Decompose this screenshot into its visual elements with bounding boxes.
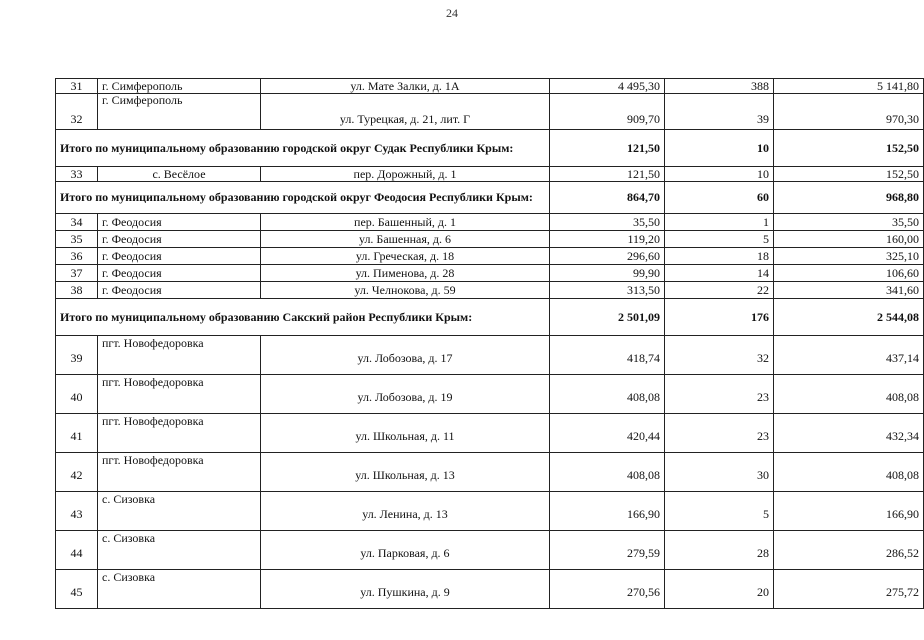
subtotal-row [56,130,924,167]
settlement-cell: г. Феодосия [98,248,261,265]
total-cell: 5 141,80 [774,79,924,94]
address-cell: ул. Турецкая, д. 21, лит. Г [261,94,550,130]
count-cell: 22 [665,282,774,299]
table-row [56,453,924,492]
row-number: 34 [56,214,98,231]
row-number: 40 [56,375,98,414]
area-cell: 909,70 [550,94,665,130]
address-cell: пер. Башенный, д. 1 [261,214,550,231]
settlement-cell: г. Феодосия [98,265,261,282]
table-row [56,248,924,265]
count-cell: 23 [665,414,774,453]
area-cell: 420,44 [550,414,665,453]
subtotal-area: 864,70 [550,182,665,214]
subtotal-row [56,299,924,336]
settlement-cell: г. Феодосия [98,231,261,248]
table-row [56,414,924,453]
settlement-cell: с. Сизовка [98,492,261,531]
subtotal-count: 176 [665,299,774,336]
settlement-cell: пгт. Новофедоровка [98,453,261,492]
address-cell: ул. Пушкина, д. 9 [261,570,550,609]
address-cell: ул. Мате Залки, д. 1А [261,79,550,94]
count-cell: 388 [665,79,774,94]
address-cell: ул. Парковая, д. 6 [261,531,550,570]
count-cell: 10 [665,167,774,182]
row-number: 35 [56,231,98,248]
area-cell: 35,50 [550,214,665,231]
row-number: 32 [56,94,98,130]
table-row [56,570,924,609]
subtotal-label: Итого по муниципальному образованию Сакский район Республики Крым: [56,299,550,336]
address-cell: ул. Пименова, д. 28 [261,265,550,282]
count-cell: 28 [665,531,774,570]
area-cell: 296,60 [550,248,665,265]
total-cell: 437,14 [774,336,924,375]
total-cell: 166,90 [774,492,924,531]
subtotal-count: 60 [665,182,774,214]
row-number: 37 [56,265,98,282]
count-cell: 5 [665,231,774,248]
settlement-cell: г. Симферополь [98,79,261,94]
row-number: 36 [56,248,98,265]
settlement-cell: г. Симферополь [98,94,261,130]
settlement-cell: с. Сизовка [98,531,261,570]
settlement-cell: с. Весёлое [98,167,261,182]
area-cell: 121,50 [550,167,665,182]
row-number: 44 [56,531,98,570]
area-cell: 4 495,30 [550,79,665,94]
total-cell: 275,72 [774,570,924,609]
housing-table [55,78,924,609]
total-cell: 432,34 [774,414,924,453]
area-cell: 313,50 [550,282,665,299]
address-cell: ул. Башенная, д. 6 [261,231,550,248]
table-row [56,375,924,414]
total-cell: 286,52 [774,531,924,570]
table-row [56,282,924,299]
area-cell: 166,90 [550,492,665,531]
area-cell: 279,59 [550,531,665,570]
subtotal-area: 121,50 [550,130,665,167]
settlement-cell: г. Феодосия [98,214,261,231]
subtotal-total: 2 544,08 [774,299,924,336]
total-cell: 325,10 [774,248,924,265]
total-cell: 408,08 [774,375,924,414]
count-cell: 1 [665,214,774,231]
total-cell: 341,60 [774,282,924,299]
subtotal-label: Итого по муниципальному образованию городской округ Судак Республики Крым: [56,130,550,167]
area-cell: 408,08 [550,453,665,492]
address-cell: ул. Школьная, д. 13 [261,453,550,492]
table-row [56,167,924,182]
table-row [56,531,924,570]
area-cell: 270,56 [550,570,665,609]
address-cell: ул. Челнокова, д. 59 [261,282,550,299]
area-cell: 99,90 [550,265,665,282]
count-cell: 14 [665,265,774,282]
address-cell: ул. Греческая, д. 18 [261,248,550,265]
row-number: 41 [56,414,98,453]
settlement-cell: пгт. Новофедоровка [98,414,261,453]
subtotal-total: 968,80 [774,182,924,214]
settlement-cell: г. Феодосия [98,282,261,299]
address-cell: пер. Дорожный, д. 1 [261,167,550,182]
address-cell: ул. Ленина, д. 13 [261,492,550,531]
count-cell: 39 [665,94,774,130]
count-cell: 20 [665,570,774,609]
count-cell: 30 [665,453,774,492]
table-row [56,94,924,130]
total-cell: 152,50 [774,167,924,182]
table-row [56,214,924,231]
row-number: 42 [56,453,98,492]
total-cell: 160,00 [774,231,924,248]
total-cell: 408,08 [774,453,924,492]
settlement-cell: с. Сизовка [98,570,261,609]
area-cell: 408,08 [550,375,665,414]
row-number: 43 [56,492,98,531]
row-number: 38 [56,282,98,299]
total-cell: 106,60 [774,265,924,282]
table-row [56,231,924,248]
total-cell: 35,50 [774,214,924,231]
table-row [56,336,924,375]
count-cell: 32 [665,336,774,375]
subtotal-label: Итого по муниципальному образованию городской округ Феодосия Республики Крым: [56,182,550,214]
table-row [56,492,924,531]
subtotal-row [56,182,924,214]
count-cell: 23 [665,375,774,414]
area-cell: 418,74 [550,336,665,375]
page-number: 24 [446,6,458,20]
area-cell: 119,20 [550,231,665,248]
subtotal-count: 10 [665,130,774,167]
row-number: 31 [56,79,98,94]
row-number: 45 [56,570,98,609]
address-cell: ул. Лобозова, д. 17 [261,336,550,375]
row-number: 39 [56,336,98,375]
settlement-cell: пгт. Новофедоровка [98,336,261,375]
count-cell: 18 [665,248,774,265]
table-row [56,265,924,282]
subtotal-area: 2 501,09 [550,299,665,336]
count-cell: 5 [665,492,774,531]
settlement-cell: пгт. Новофедоровка [98,375,261,414]
address-cell: ул. Школьная, д. 11 [261,414,550,453]
row-number: 33 [56,167,98,182]
table-row [56,79,924,94]
address-cell: ул. Лобозова, д. 19 [261,375,550,414]
subtotal-total: 152,50 [774,130,924,167]
total-cell: 970,30 [774,94,924,130]
